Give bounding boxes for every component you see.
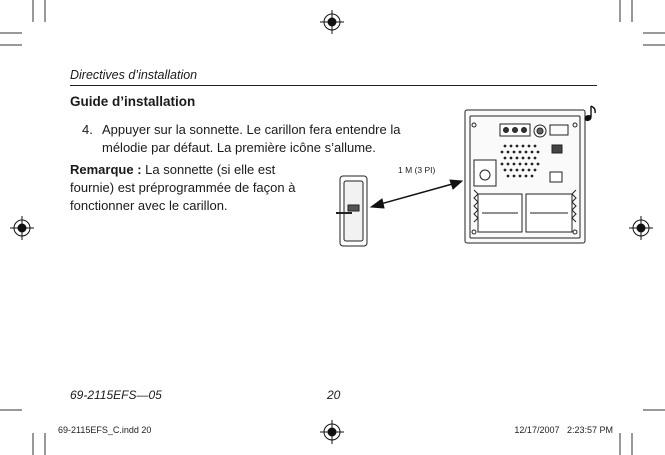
document-code: 69-2115EFS—05 bbox=[70, 388, 162, 402]
doorbell-button-illustration bbox=[336, 176, 367, 246]
distance-label: 1 M (3 PI) bbox=[398, 165, 436, 175]
section-heading: Guide d’installation bbox=[70, 94, 196, 109]
registration-mark-bottom bbox=[320, 420, 344, 444]
header-rule bbox=[70, 85, 597, 86]
music-note-icon bbox=[584, 106, 595, 121]
slug-timestamp: 12/17/2007 2:23:57 PM bbox=[514, 425, 613, 435]
page-number: 20 bbox=[327, 388, 341, 402]
registration-mark-top bbox=[320, 10, 344, 34]
note-text: La sonnette (si elle est fournie) est préprogrammée de façon à fonctionner avec le carillon. bbox=[70, 162, 296, 213]
note-label: Remarque : bbox=[70, 162, 142, 177]
running-header: Directives d’installation bbox=[70, 68, 198, 82]
note-paragraph bbox=[70, 161, 320, 215]
registration-mark-left bbox=[10, 216, 34, 240]
step-number: 4. bbox=[82, 122, 93, 137]
distance-arrow bbox=[371, 180, 462, 208]
step-text: Appuyer sur la sonnette. Le carillon fera entendre la mélodie par défaut. La première icône s’allume. bbox=[102, 122, 401, 155]
chime-unit-illustration bbox=[465, 110, 585, 243]
slug-filename: 69-2115EFS_C.indd 20 bbox=[58, 425, 152, 435]
registration-mark-right bbox=[629, 216, 653, 240]
